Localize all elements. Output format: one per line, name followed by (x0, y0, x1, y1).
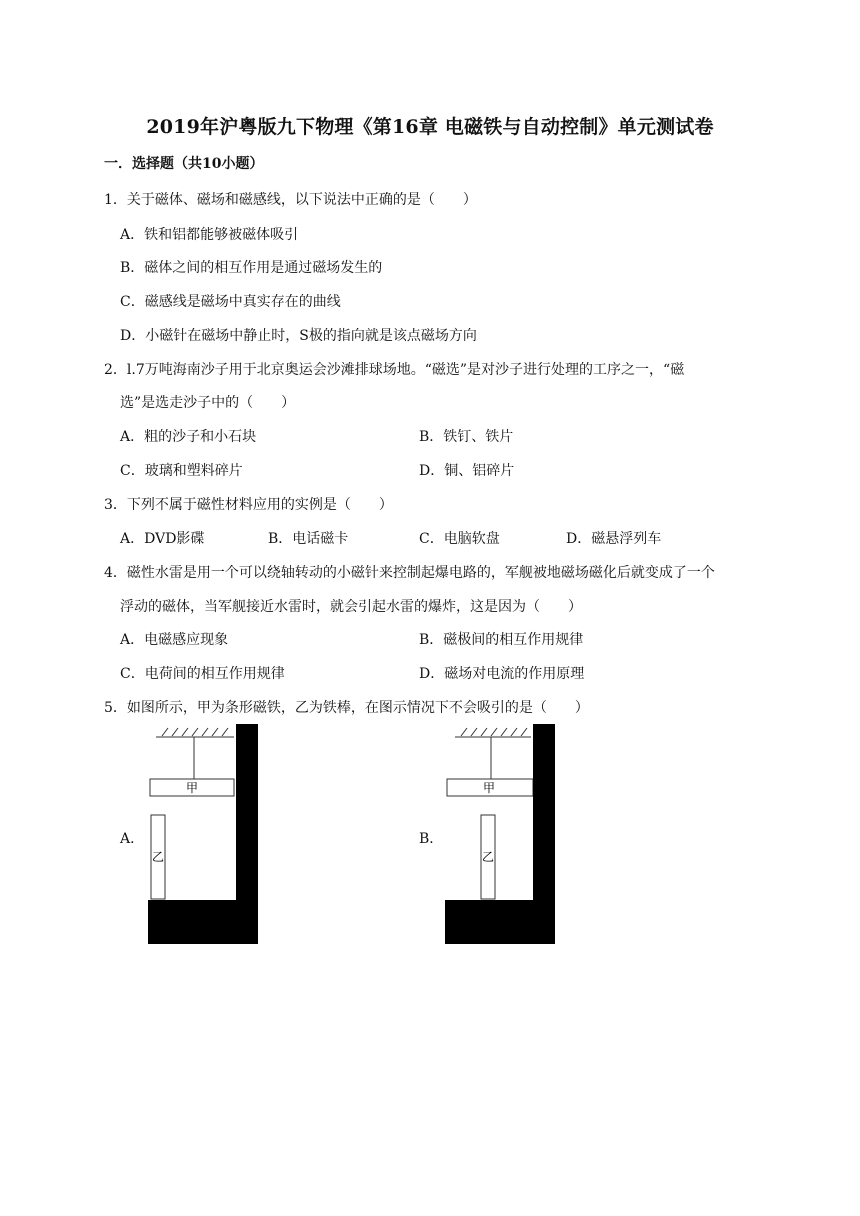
figure-b-label: B． (419, 831, 444, 847)
question-2-option-a: A．粗的沙子和小石块 (120, 429, 257, 445)
question-1-option-d: D．小磁针在磁场中静止时，S极的指向就是该点磁场方向 (120, 328, 477, 344)
question-1-option-c: C．磁感线是磁场中真实存在的曲线 (120, 294, 341, 310)
question-2-stem: 2．l.7万吨海南沙子用于北京奥运会沙滩排球场地。“磁选”是对沙子进行处理的工序之一，“磁 (104, 362, 685, 378)
question-3-option-a: A．DVD影碟 (120, 531, 205, 547)
floor-block (445, 900, 555, 944)
question-3-stem: 3．下列不属于磁性材料应用的实例是（ ） (104, 497, 393, 513)
iron-rod-label: 乙 (151, 850, 165, 864)
question-4-stem: 4．磁性水雷是用一个可以绕轴转动的小磁针来控制起爆电路的，军舰被地磁场磁化后就变成了一个 (104, 565, 715, 581)
question-3-option-b: B．电话磁卡 (268, 531, 349, 547)
magnet-label: 甲 (185, 781, 199, 795)
question-2-option-c: C．玻璃和塑料碎片 (120, 463, 243, 479)
iron-rod-label: 乙 (481, 850, 495, 864)
question-4-option-c: C．电荷间的相互作用规律 (120, 666, 285, 682)
question-2-option-b: B．铁钉、铁片 (419, 429, 514, 445)
question-1-stem: 1．关于磁体、磁场和磁感线，以下说法中正确的是（ ） (104, 192, 477, 208)
magnet-label: 甲 (482, 781, 496, 795)
question-4-option-a: A．电磁感应现象 (120, 632, 229, 648)
figure-a-label: A． (120, 831, 145, 847)
floor-block (148, 900, 258, 944)
page-title: 2019年沪粤版九下物理《第16章 电磁铁与自动控制》单元测试卷 (146, 116, 714, 138)
question-3-option-d: D．磁悬浮列车 (566, 531, 662, 547)
ceiling-hatch (455, 728, 531, 737)
section-heading: 一．选择题（共10小题） (104, 156, 264, 172)
question-2-stem-cont: 选”是选走沙子中的（ ） (120, 395, 296, 411)
ceiling-hatch (156, 728, 234, 737)
figure-b-diagram (443, 724, 557, 946)
question-4-option-b: B．磁极间的相互作用规律 (419, 632, 584, 648)
question-1-option-b: B．磁体之间的相互作用是通过磁场发生的 (120, 260, 383, 276)
figure-a-diagram (146, 724, 260, 946)
question-4-stem-cont: 浮动的磁体，当军舰接近水雷时，就会引起水雷的爆炸，这是因为（ ） (120, 599, 582, 615)
question-3-option-c: C．电脑软盘 (419, 531, 500, 547)
question-5-stem: 5．如图所示，甲为条形磁铁，乙为铁棒，在图示情况下不会吸引的是（ ） (104, 700, 589, 716)
question-4-option-d: D．磁场对电流的作用原理 (419, 666, 585, 682)
question-1-option-a: A．铁和铝都能够被磁体吸引 (120, 227, 299, 243)
question-2-option-d: D．铜、铝碎片 (419, 463, 515, 479)
